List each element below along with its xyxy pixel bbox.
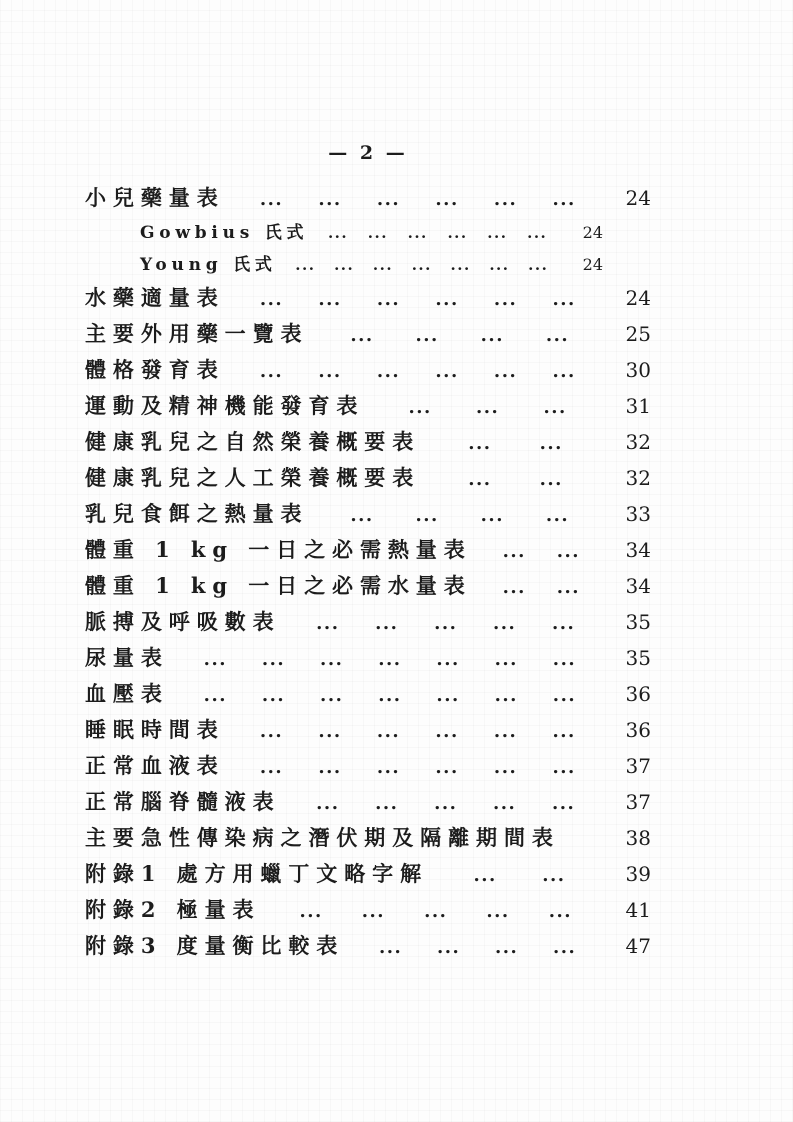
entry-title: 小兒藥量表 [85,185,225,210]
entry-title: Gowbius 氏式 [140,223,309,243]
page-number: 41 [625,898,651,922]
dot-group: ... [489,256,510,274]
dot-group: ... [378,685,402,706]
dot-leader [428,865,611,886]
dot-group: ... [502,541,526,562]
dot-group: ... [376,189,401,210]
dot-group: ... [261,685,286,706]
dot-leader [420,469,611,490]
entry-title: 正常腦脊髓液表 [85,789,281,814]
dot-group: ... [375,613,399,634]
dot-leader [344,937,611,958]
dot-group: ... [494,937,519,958]
dot-group: ... [545,505,570,526]
entry-title: 附錄2 極量表 [85,897,261,922]
dot-group: ... [493,613,517,634]
toc-entry [85,750,651,786]
dot-group: ... [259,757,284,778]
dot-group: ... [361,901,386,922]
dot-group: ... [473,865,497,886]
toc-entry [85,894,651,930]
entry-title: 脈搏及呼吸數表 [85,609,281,634]
dot-group: ... [480,325,504,346]
dot-group: ... [480,505,504,526]
entry-title: 水藥適量表 [85,285,225,310]
page-number: 37 [625,754,651,778]
dot-group: ... [415,505,439,526]
dot-group: ... [299,901,323,922]
dot-group: ... [411,256,432,274]
dot-group: ... [318,289,342,310]
dot-group: ... [556,577,581,598]
dot-group: ... [542,865,566,886]
dot-group: ... [259,361,284,382]
toc-entry [85,642,651,678]
toc-entry [85,678,651,714]
dot-group: ... [318,189,342,210]
dot-group: ... [375,793,399,814]
dot-group: ... [318,757,342,778]
dot-leader [225,189,611,210]
dot-group: ... [552,361,576,382]
page-number: 32 [625,466,651,490]
dot-group: ... [378,937,403,958]
dot-group: ... [436,937,461,958]
dot-group: ... [259,721,284,742]
dot-group: ... [527,224,548,242]
dot-leader [281,613,611,634]
toc-entry [85,282,651,318]
dot-group: ... [487,224,508,242]
entry-title: 主要外用藥一覽表 [85,321,309,346]
page-number: 25 [625,322,651,346]
dot-group: ... [350,505,374,526]
dot-group: ... [376,289,401,310]
dot-group: ... [468,433,492,454]
toc-entry [85,930,651,966]
dot-group: ... [259,189,284,210]
dot-group: ... [407,224,428,242]
toc-entry [85,250,651,282]
dot-group: ... [545,325,570,346]
page-number: 34 [625,574,651,598]
dot-leader [472,577,611,598]
toc-entry [85,218,651,250]
dot-group: ... [450,256,471,274]
entry-title: 健康乳兒之自然榮養概要表 [85,429,421,454]
entry-title: 睡眠時間表 [85,717,225,742]
dot-group: ... [493,757,518,778]
dot-leader [169,649,611,670]
page-number: 33 [625,502,651,526]
dot-group: ... [436,685,460,706]
dot-group: ... [203,685,227,706]
entry-title: 運動及精神機能發育表 [85,393,365,418]
dot-group: ... [436,649,460,670]
toc-entry [85,714,651,750]
folio-page-number: — 2 — [328,142,408,164]
dot-leader [281,793,611,814]
dot-group: ... [539,433,563,454]
entry-title: 正常血液表 [85,753,225,778]
page-number: 36 [625,682,651,706]
page-number: 34 [625,538,651,562]
dot-group: ... [552,685,577,706]
dot-group: ... [316,613,340,634]
dot-group: ... [203,649,227,670]
entry-title: 乳兒食餌之熱量表 [85,501,309,526]
dot-group: ... [528,256,549,274]
dot-group: ... [320,685,344,706]
dot-group: ... [327,224,349,242]
dot-leader [225,289,611,310]
dot-leader [420,433,611,454]
entry-title: 尿量表 [85,645,169,670]
toc-entry [85,182,651,218]
page-number: 30 [625,358,651,382]
dot-group: ... [435,189,459,210]
dot-group: ... [493,289,518,310]
dot-group: ... [548,901,572,922]
toc-entry [85,318,651,354]
dot-group: ... [435,361,459,382]
dot-leader [225,721,611,742]
dot-leader [225,361,611,382]
dot-group: ... [376,721,401,742]
dot-leader [308,325,611,346]
dot-group: ... [295,256,316,274]
dot-group: ... [376,361,401,382]
dot-leader [277,256,567,274]
dot-group: ... [552,649,577,670]
dot-leader [260,901,611,922]
dot-leader [169,685,611,706]
dot-group: ... [435,757,459,778]
page-number: 32 [625,430,651,454]
dot-group: ... [476,397,500,418]
page-number: 35 [625,610,651,634]
dot-group: ... [320,649,344,670]
dot-group: ... [318,361,342,382]
dot-group: ... [350,325,374,346]
toc-list [85,182,651,966]
dot-group: ... [378,649,402,670]
page-number: 37 [625,790,651,814]
page-number: 39 [625,862,651,886]
dot-group: ... [493,793,517,814]
toc-entry [85,822,651,858]
entry-title: 血壓表 [85,681,169,706]
dot-group: ... [435,721,459,742]
dot-group: ... [376,757,401,778]
toc-entry [85,390,651,426]
dot-leader [308,224,567,242]
entry-title: 附錄1 處方用蠟丁文略字解 [85,861,429,886]
toc-content [85,142,651,966]
toc-entry [85,354,651,390]
dot-group: ... [434,793,458,814]
dot-group: ... [551,613,576,634]
toc-entry [85,606,651,642]
dot-group: ... [552,721,576,742]
dot-group: ... [334,256,355,274]
toc-entry [85,426,651,462]
toc-entry [85,858,651,894]
dot-group: ... [434,613,458,634]
page-number: 36 [625,718,651,742]
page-number: 24 [625,186,651,210]
entry-title: 體重 1 kg 一日之必需水量表 [85,573,472,598]
entry-title: 體格發育表 [85,357,225,382]
page-number: 24 [625,286,651,310]
dot-group: ... [494,685,518,706]
toc-entry [85,462,651,498]
dot-group: ... [502,577,526,598]
entry-title: 體重 1 kg 一日之必需熱量表 [85,537,472,562]
dot-leader [472,541,611,562]
dot-group: ... [367,224,388,242]
dot-group: ... [552,937,577,958]
dot-group: ... [493,721,518,742]
toc-entry [85,534,651,570]
dot-leader [308,505,611,526]
dot-leader [364,397,611,418]
dot-group: ... [261,649,286,670]
page-number: 35 [625,646,651,670]
dot-group: ... [316,793,340,814]
toc-entry [85,498,651,534]
dot-group: ... [415,325,439,346]
dot-group: ... [486,901,510,922]
dot-group: ... [493,361,518,382]
dot-group: ... [539,469,563,490]
dot-group: ... [259,289,284,310]
dot-group: ... [372,256,394,274]
dot-group: ... [552,289,576,310]
dot-group: ... [543,397,567,418]
page-number: 31 [625,394,651,418]
toc-entry [85,786,651,822]
entry-title: Young 氏式 [140,255,277,275]
dot-group: ... [556,541,581,562]
dot-leader [225,757,611,778]
dot-group: ... [435,289,459,310]
toc-entry [85,570,651,606]
dot-group: ... [447,224,468,242]
dot-group: ... [468,469,492,490]
page-number: 24 [582,223,603,242]
dot-group: ... [552,189,576,210]
dot-group: ... [408,397,432,418]
page-number: 24 [582,255,603,274]
dot-group: ... [493,189,518,210]
dot-group: ... [551,793,576,814]
dot-group: ... [494,649,518,670]
page-number: 38 [625,826,651,850]
dot-group: ... [552,757,576,778]
dot-group: ... [318,721,342,742]
entry-title: 健康乳兒之人工榮養概要表 [85,465,421,490]
entry-title: 附錄3 度量衡比較表 [85,933,345,958]
page-number: 47 [625,934,651,958]
dot-group: ... [424,901,448,922]
entry-title: 主要急性傳染病之潛伏期及隔離期間表 [85,825,560,850]
